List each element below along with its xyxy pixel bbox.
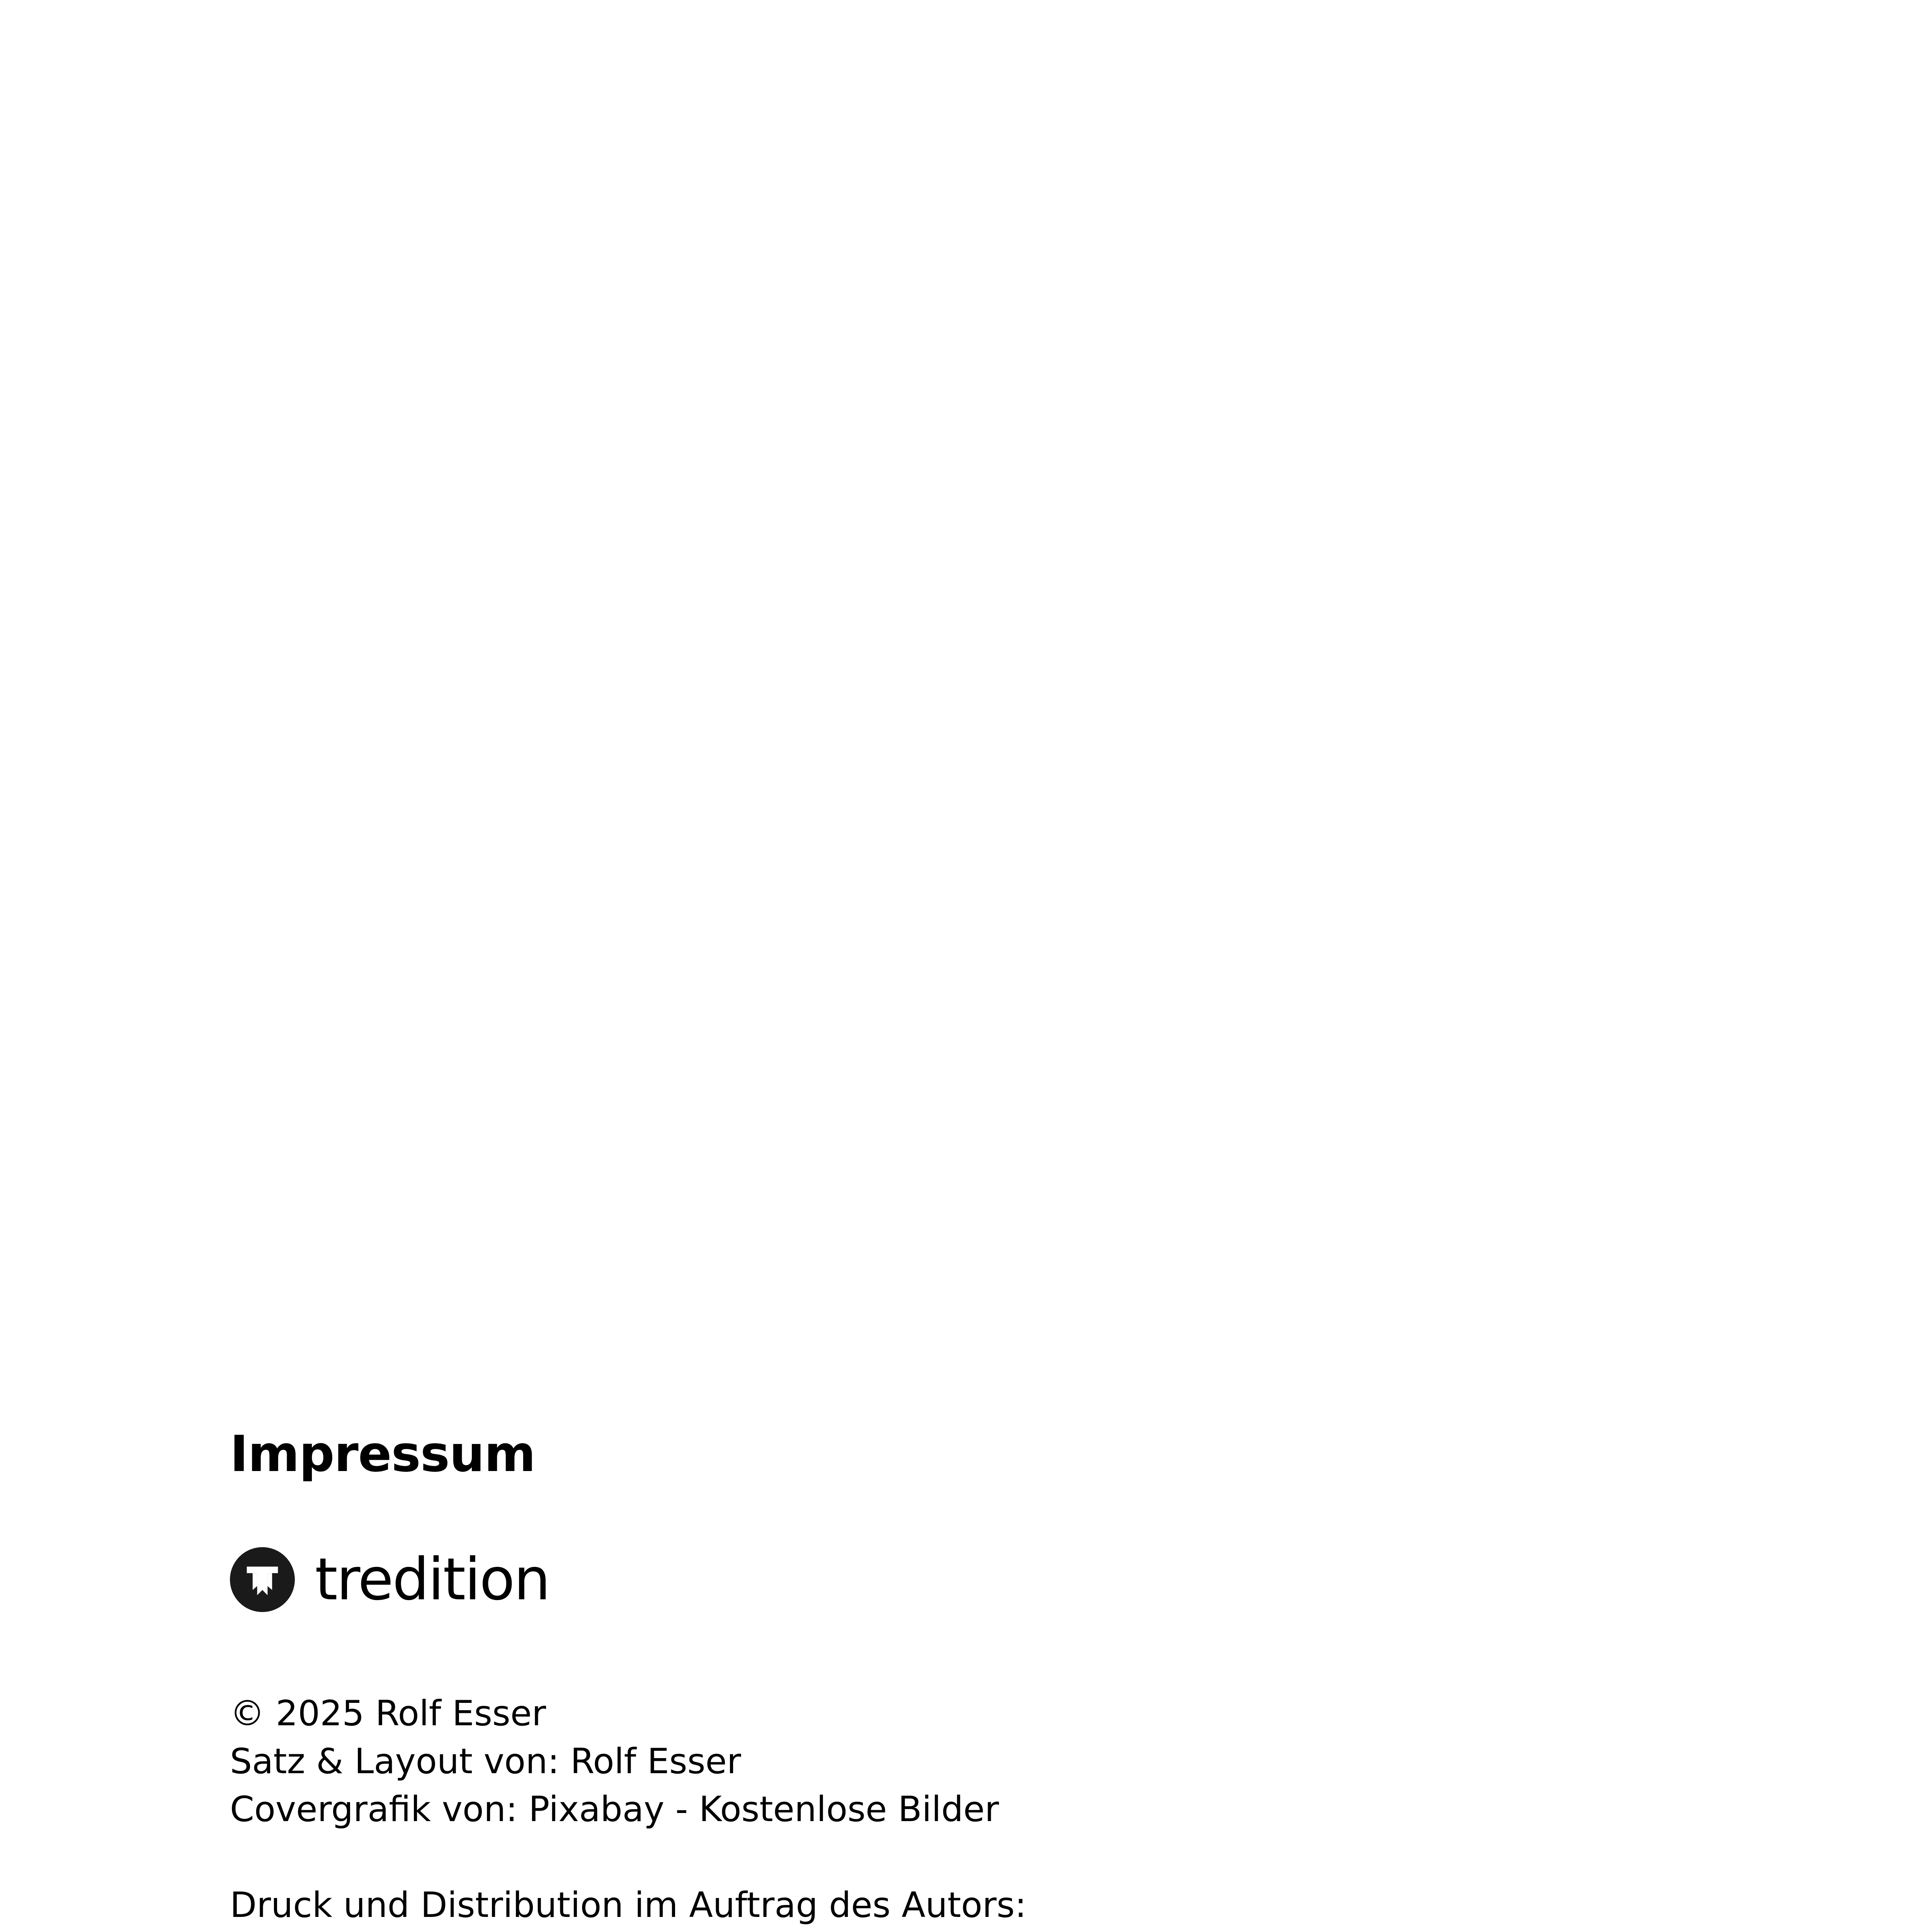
publisher-logo <box>230 1545 1737 1614</box>
distribution-address <box>230 1929 1737 1932</box>
tredition-logo-icon <box>230 1547 295 1612</box>
publisher-wordmark: tredition <box>315 1546 549 1613</box>
credits-block <box>230 1690 1737 1833</box>
impressum-content <box>230 1425 1737 1932</box>
distribution-block <box>230 1881 1737 1932</box>
distribution-label: Druck und Distribution im Auftrag des Autors: <box>230 1885 1027 1925</box>
layout-credit-line: Satz & Layout von: Rolf Esser <box>230 1741 741 1782</box>
cover-credit-line: Covergrafik von: Pixabay - Kostenlose Bilder <box>230 1789 999 1830</box>
copyright-line: © 2025 Rolf Esser <box>230 1693 546 1734</box>
page-title: Impressum <box>230 1425 536 1483</box>
